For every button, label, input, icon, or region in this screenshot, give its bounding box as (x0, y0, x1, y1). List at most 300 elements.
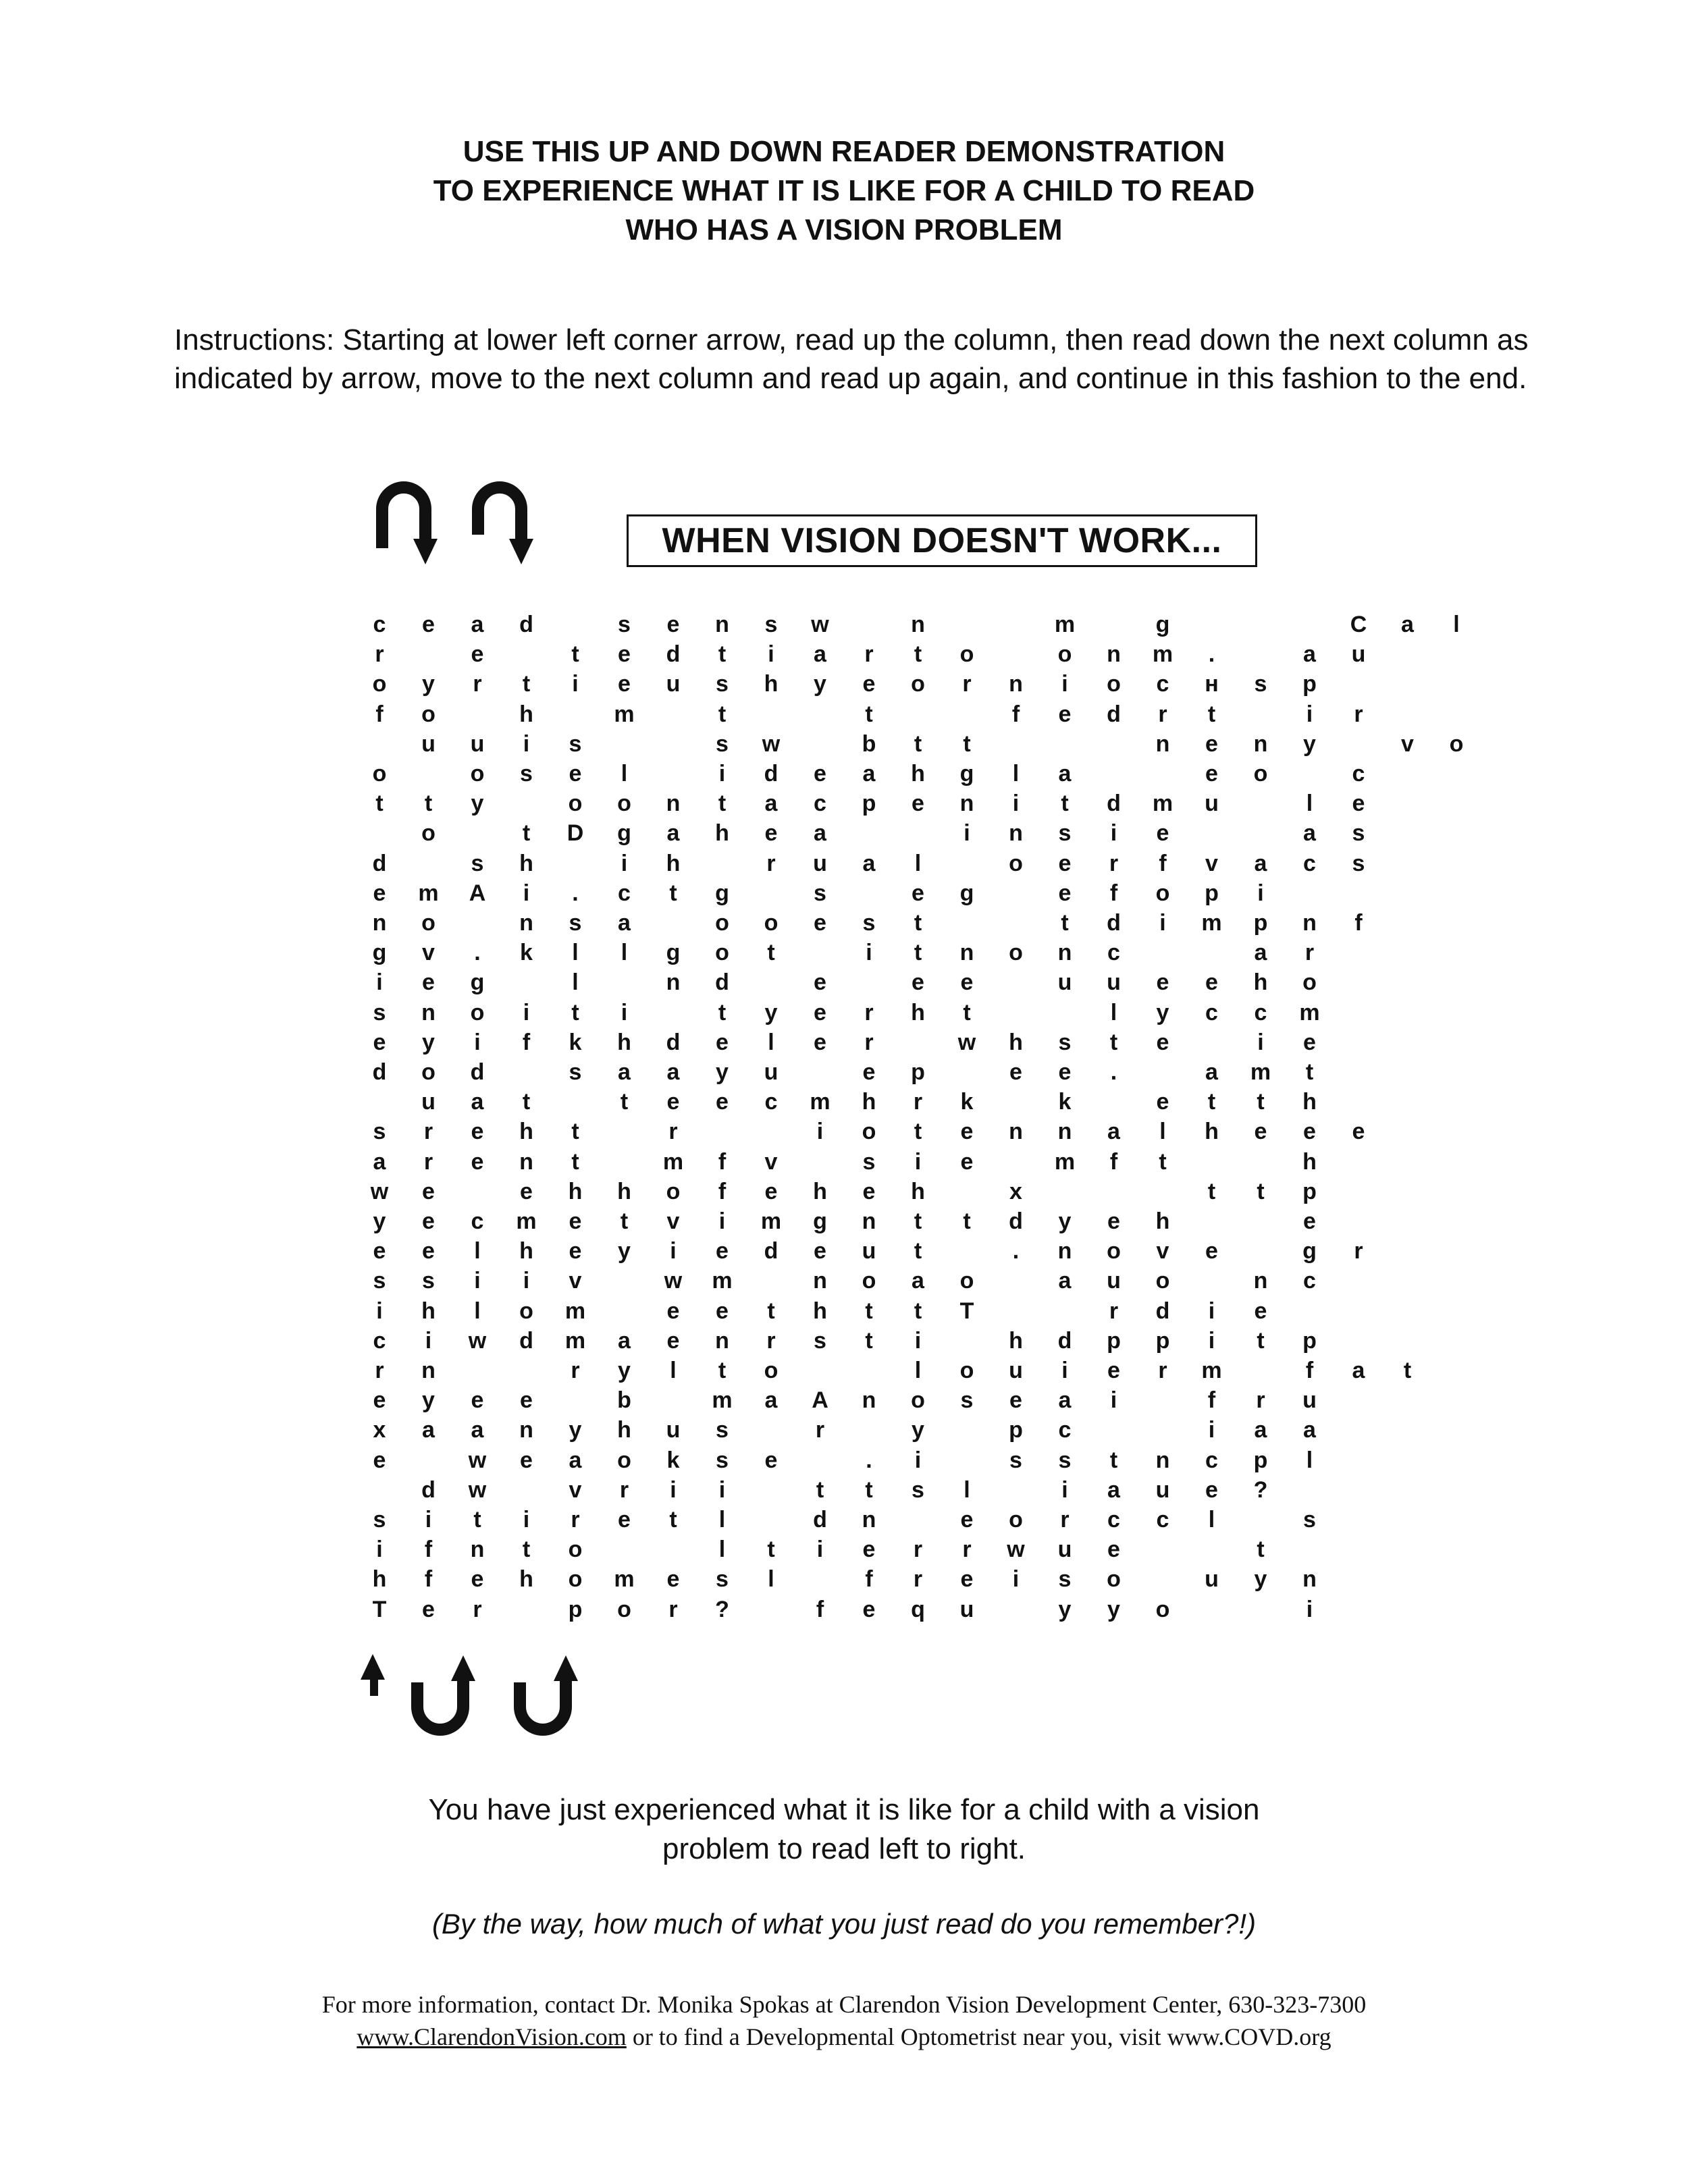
grid-letter: c (1205, 1447, 1218, 1473)
grid-letter: i (376, 1537, 383, 1563)
grid-letter: e (764, 1178, 778, 1204)
grid-letter: e (1156, 1029, 1169, 1055)
grid-letter: x (1009, 1178, 1022, 1204)
grid-letter: t (914, 641, 922, 668)
grid-letter: t (914, 730, 922, 757)
grid-letter: i (1257, 880, 1264, 906)
grid-letter: y (569, 1417, 582, 1443)
bottom-uturn-arrows-icon (358, 1653, 601, 1754)
grid-letter: n (813, 1268, 827, 1294)
grid-letter: i (670, 1238, 677, 1264)
grid-letter: r (1354, 701, 1363, 727)
grid-letter: c (764, 1089, 778, 1115)
grid-letter: e (1205, 969, 1218, 996)
grid-letter: p (1253, 910, 1268, 936)
grid-letter: h (911, 1178, 925, 1204)
grid-letter: r (473, 671, 482, 697)
grid-letter: x (373, 1417, 386, 1443)
grid-letter: e (1205, 1238, 1218, 1264)
uturn-up-arrow-icon-1 (417, 1680, 463, 1730)
grid-letter: w (811, 612, 829, 637)
grid-letter: s (716, 671, 729, 697)
grid-letter: a (569, 1447, 582, 1473)
grid-letter: i (1061, 671, 1068, 697)
grid-letter: h (764, 671, 779, 697)
grid-letter: n (1057, 940, 1072, 966)
grid-letter: m (564, 1327, 586, 1354)
grid-letter: i (1208, 1298, 1215, 1324)
grid-letter: e (912, 791, 924, 817)
grid-letter: o (862, 1119, 876, 1145)
grid-letter: q (911, 1596, 925, 1622)
grid-letter: A (812, 1387, 828, 1414)
experienced-line-1: You have just experienced what it is like for a child with a vision (428, 1793, 1260, 1826)
grid-letter: e (520, 1178, 533, 1204)
grid-letter: t (571, 1148, 579, 1175)
grid-letter: t (1403, 1358, 1412, 1383)
grid-letter: n (1057, 1238, 1072, 1264)
grid-letter: y (1058, 1208, 1072, 1234)
grid-letter: i (914, 1327, 922, 1354)
grid-letter: n (1253, 1268, 1268, 1294)
grid-letter: y (1254, 1566, 1267, 1593)
grid-letter: w (468, 1476, 487, 1503)
instructions-text: Instructions: Starting at lower left corner arrow, read up the column, then read down the next column as indicated by arrow, move to the next column and read up again, and continue in this fashion to the end. (174, 323, 1529, 395)
grid-letter: c (1254, 999, 1267, 1026)
grid-letter: v (569, 1476, 582, 1503)
grid-letter: . (1110, 1059, 1117, 1085)
grid-letter: a (1254, 940, 1267, 966)
title-line-3: WHO HAS A VISION PROBLEM (625, 213, 1063, 246)
grid-letter: n (470, 1537, 485, 1563)
grid-letter: h (813, 1298, 827, 1324)
grid-letter: e (569, 761, 582, 787)
grid-letter: l (621, 940, 628, 966)
grid-letter: o (421, 820, 436, 847)
grid-letter: i (1012, 791, 1020, 817)
grid-letter: i (425, 1507, 432, 1533)
grid-letter: e (960, 1148, 974, 1175)
grid-letter: m (712, 1268, 733, 1294)
grid-letter: a (1303, 820, 1316, 847)
grid-letter: p (1155, 1327, 1170, 1354)
grid-letter: l (1012, 761, 1020, 787)
grid-letter: f (865, 1566, 873, 1593)
grid-letter: t (767, 1537, 775, 1563)
grid-letter: i (1306, 1596, 1313, 1622)
grid-letter: i (572, 671, 579, 697)
grid-letter: f (1109, 880, 1118, 906)
grid-letter: d (372, 1059, 387, 1085)
grid-letter: h (617, 1417, 631, 1443)
grid-letter: a (1205, 1059, 1218, 1085)
grid-letter: a (1254, 850, 1267, 876)
grid-letter: d (813, 1507, 827, 1533)
grid-letter: r (962, 1537, 972, 1563)
grid-letter: r (913, 1537, 923, 1563)
grid-letter: e (862, 1596, 876, 1622)
grid-letter: u (813, 850, 827, 876)
grid-letter: o (372, 761, 387, 787)
grid-letter: r (423, 1148, 433, 1175)
grid-letter: m (1201, 910, 1222, 936)
grid-letter: p (1302, 671, 1317, 697)
grid-letter: v (1156, 1238, 1169, 1264)
grid-letter: t (1257, 1327, 1265, 1354)
grid-letter: e (912, 880, 924, 906)
grid-letter: s (1058, 820, 1072, 847)
grid-letter: o (959, 1358, 974, 1383)
grid-letter: y (764, 999, 778, 1026)
grid-letter: h (617, 1029, 631, 1055)
grid-letter: g (959, 761, 974, 787)
grid-letter: с (1156, 671, 1169, 697)
grid-letter: u (421, 1089, 436, 1115)
grid-letter: a (471, 1089, 484, 1115)
grid-letter: d (372, 850, 387, 876)
grid-letter: . (572, 880, 579, 906)
grid-letter: l (1208, 1507, 1215, 1533)
grid-letter: n (715, 1327, 729, 1354)
grid-letter: e (471, 1387, 484, 1414)
grid-letter: d (666, 641, 681, 668)
grid-letter: e (569, 1238, 582, 1264)
title-line-2: TO EXPERIENCE WHAT IT IS LIKE FOR A CHILD TO READ (433, 174, 1255, 207)
grid-letter: e (716, 1029, 729, 1055)
grid-letter: e (1303, 1208, 1316, 1234)
grid-letter: d (764, 761, 779, 787)
grid-letter: o (764, 1358, 779, 1383)
grid-letter: e (1205, 730, 1218, 757)
grid-letter: o (421, 1059, 436, 1085)
grid-letter: i (914, 1148, 922, 1175)
grid-letter: m (564, 1298, 586, 1324)
grid-letter: l (1306, 1447, 1313, 1473)
grid-letter: r (1060, 1507, 1070, 1533)
grid-letter: i (964, 820, 970, 847)
grid-letter: f (522, 1029, 531, 1055)
grid-letter: d (470, 1059, 485, 1085)
grid-letter: i (474, 1029, 481, 1055)
grid-letter: n (959, 940, 974, 966)
grid-letter: i (670, 1476, 677, 1503)
grid-letter: c (1352, 761, 1365, 787)
grid-letter: c (618, 880, 631, 906)
grid-letter: m (1054, 1148, 1076, 1175)
grid-letter: a (373, 1148, 386, 1175)
grid-letter: s (569, 1059, 582, 1085)
grid-letter: c (1107, 1507, 1120, 1533)
grid-letter: o (568, 791, 583, 817)
grid-letter: t (375, 791, 384, 817)
grid-letter: r (864, 641, 874, 668)
grid-letter: u (666, 671, 681, 697)
grid-letter: r (913, 1089, 923, 1115)
grid-letter: y (814, 671, 826, 697)
grid-letter: l (964, 1476, 970, 1503)
grid-letter: p (862, 791, 876, 817)
grid-letter: o (1155, 1268, 1170, 1294)
grid-letter: y (1058, 1596, 1072, 1622)
grid-letter: u (1107, 969, 1121, 996)
grid-letter: a (1058, 1387, 1072, 1414)
grid-letter: i (718, 1208, 726, 1234)
grid-letter: n (519, 1417, 533, 1443)
grid-letter: e (814, 999, 826, 1026)
grid-letter: o (911, 1387, 925, 1414)
grid-letter: н (1205, 671, 1219, 697)
grid-letter: v (569, 1268, 582, 1294)
grid-letter: o (1057, 641, 1072, 668)
grid-letter: e (422, 1596, 435, 1622)
grid-letter: s (716, 1566, 729, 1593)
grid-letter: e (422, 1178, 435, 1204)
grid-letter: y (716, 1059, 729, 1085)
grid-letter: s (862, 910, 876, 936)
grid-letter: i (1061, 1476, 1068, 1503)
grid-letter: n (715, 612, 729, 637)
grid-letter: l (621, 761, 628, 787)
grid-letter: h (519, 701, 533, 727)
grid-letter: h (519, 1238, 533, 1264)
grid-letter: m (1250, 1059, 1271, 1085)
grid-letter: c (373, 1327, 386, 1354)
grid-letter: h (1205, 1119, 1219, 1145)
grid-letter: o (617, 791, 631, 817)
grid-letter: s (814, 880, 826, 906)
grid-letter: v (764, 1148, 778, 1175)
grid-letter: m (662, 1148, 684, 1175)
grid-letter: e (618, 671, 631, 697)
grid-letter: i (718, 1476, 726, 1503)
grid-letter: g (813, 1208, 827, 1234)
grid-letter: s (520, 761, 533, 787)
grid-letter: m (1054, 612, 1076, 637)
grid-letter: o (715, 940, 729, 966)
grid-letter: v (666, 1208, 680, 1234)
grid-letter: m (1152, 791, 1173, 817)
grid-letter: o (1253, 761, 1268, 787)
grid-letter: n (1009, 820, 1023, 847)
grid-letter: i (816, 1119, 824, 1145)
grid-letter: y (912, 1417, 924, 1443)
grid-letter: i (1012, 1566, 1020, 1593)
grid-letter: t (1207, 1089, 1216, 1115)
grid-letter: e (666, 1566, 680, 1593)
grid-letter: m (712, 1387, 733, 1414)
grid-letter: t (1159, 1148, 1167, 1175)
remember-question: (By the way, how much of what you just read do you remember?!) (431, 1908, 1257, 1940)
grid-letter: r (1109, 850, 1119, 876)
grid-letter: e (666, 612, 680, 637)
grid-letter: t (865, 1327, 873, 1354)
grid-letter: i (474, 1268, 481, 1294)
grid-letter: e (814, 1029, 826, 1055)
grid-letter: u (764, 1059, 779, 1085)
grid-letter: v (1401, 730, 1414, 757)
grid-letter: p (1302, 1178, 1317, 1204)
grid-letter: f (1109, 1148, 1118, 1175)
grid-letter: u (1351, 641, 1366, 668)
grid-letter: l (572, 969, 579, 996)
grid-letter: t (522, 1537, 531, 1563)
grid-letter: e (1205, 1476, 1218, 1503)
grid-letter: s (1058, 1029, 1072, 1055)
grid-letter: r (1158, 701, 1167, 727)
grid-letter: h (911, 999, 925, 1026)
grid-letter: y (1107, 1596, 1120, 1622)
grid-letter: h (715, 820, 729, 847)
grid-letter: i (1208, 1417, 1215, 1443)
grid-letter: e (422, 1238, 435, 1264)
grid-letter: t (718, 1358, 727, 1383)
grid-letter: t (1109, 1447, 1118, 1473)
grid-letter: t (767, 1298, 775, 1324)
grid-letter: u (959, 1596, 974, 1622)
grid-letter: c (814, 791, 826, 817)
grid-letter: f (1159, 850, 1167, 876)
grid-letter: e (1058, 850, 1072, 876)
grid-letter: n (1009, 1119, 1023, 1145)
grid-letter: o (959, 641, 974, 668)
grid-letter: l (1159, 1119, 1166, 1145)
grid-letter: c (1156, 1507, 1169, 1533)
grid-letter: t (914, 1298, 922, 1324)
grid-letter: e (1058, 880, 1072, 906)
grid-letter: u (862, 1238, 876, 1264)
grid-letter: e (960, 1566, 974, 1593)
clarendon-vision-link[interactable]: www.ClarendonVision.com (357, 2023, 627, 2050)
grid-letter: i (1159, 910, 1166, 936)
grid-letter: w (468, 1447, 487, 1473)
grid-letter: e (422, 1208, 435, 1234)
grid-letter: s (373, 1507, 386, 1533)
grid-letter: n (911, 612, 925, 637)
grid-letter: o (1107, 1566, 1121, 1593)
grid-letter: g (959, 880, 974, 906)
grid-letter: h (1253, 969, 1268, 996)
grid-letter: i (718, 761, 726, 787)
grid-letter: e (373, 1238, 386, 1264)
grid-letter: y (1303, 730, 1316, 757)
grid-letter: d (764, 1238, 779, 1264)
grid-letter: t (718, 791, 727, 817)
title-line-1: USE THIS UP AND DOWN READER DEMONSTRATION (463, 135, 1225, 168)
grid-letter: a (764, 791, 778, 817)
grid-letter: e (716, 1238, 729, 1264)
grid-letter: c (1205, 999, 1218, 1026)
grid-letter: i (376, 969, 383, 996)
grid-letter: u (1155, 1476, 1170, 1503)
grid-letter: e (1205, 761, 1218, 787)
grid-letter: p (1205, 880, 1219, 906)
grid-letter: t (865, 1298, 873, 1324)
grid-letter: i (1208, 1327, 1215, 1354)
grid-letter: r (864, 1029, 874, 1055)
grid-letter: g (617, 820, 631, 847)
grid-letter: a (618, 1059, 631, 1085)
grid-letter: h (1302, 1148, 1317, 1175)
grid-letter: e (1352, 1119, 1365, 1145)
grid-letter: a (1303, 641, 1316, 668)
grid-letter: k (569, 1029, 582, 1055)
grid-letter: t (1061, 791, 1069, 817)
grid-letter: m (1201, 1358, 1222, 1383)
grid-letter: m (1299, 999, 1320, 1026)
grid-letter: e (471, 641, 484, 668)
grid-letter: t (767, 940, 775, 966)
grid-letter: w (468, 1327, 487, 1354)
grid-letter: o (617, 1447, 631, 1473)
grid-letter: f (718, 1148, 727, 1175)
grid-letter: e (373, 1447, 386, 1473)
grid-letter: s (1352, 850, 1365, 876)
grid-letter: n (1107, 641, 1121, 668)
grid-letter: v (422, 940, 435, 966)
grid-letter: t (1207, 701, 1216, 727)
grid-letter: o (959, 1268, 974, 1294)
grid-letter: w (762, 730, 781, 757)
grid-letter: o (1009, 940, 1023, 966)
grid-letter: c (1058, 1417, 1072, 1443)
grid-letter: e (1107, 1358, 1120, 1383)
grid-letter: i (621, 999, 628, 1026)
grid-letter: w (1007, 1537, 1025, 1563)
grid-letter: e (1107, 1537, 1120, 1563)
contact-info (0, 1988, 1688, 2053)
grid-letter: c (1303, 850, 1316, 876)
grid-letter: e (716, 1089, 729, 1115)
grid-letter: e (1303, 1029, 1316, 1055)
grid-letter: o (421, 910, 436, 936)
grid-letter: p (568, 1596, 583, 1622)
grid-letter: r (423, 1119, 433, 1145)
grid-letter: e (862, 1178, 876, 1204)
grid-letter: s (912, 1476, 924, 1503)
grid-letter: t (816, 1476, 824, 1503)
grid-letter: e (422, 612, 435, 637)
grid-letter: o (1155, 1596, 1170, 1622)
grid-letter: b (862, 730, 876, 757)
grid-letter: a (618, 1327, 631, 1354)
grid-letter: o (470, 999, 485, 1026)
grid-letter: o (568, 1566, 583, 1593)
grid-letter: y (618, 1238, 631, 1264)
grid-letter: h (421, 1298, 436, 1324)
grid-letter: e (520, 1447, 533, 1473)
grid-letter: d (519, 1327, 533, 1354)
grid-letter: a (814, 820, 826, 847)
grid-letter: h (519, 850, 533, 876)
grid-letter: n (519, 910, 533, 936)
grid-letter: g (715, 880, 729, 906)
grid-letter: e (960, 1119, 974, 1145)
grid-letter: s (373, 1268, 386, 1294)
grid-letter: r (1256, 1387, 1265, 1414)
grid-letter: t (571, 999, 579, 1026)
grid-letter: o (519, 1298, 533, 1324)
grid-letter: e (666, 1298, 680, 1324)
grid-letter: u (421, 730, 436, 757)
grid-letter: s (716, 730, 729, 757)
grid-letter: u (1302, 1387, 1317, 1414)
grid-letter: p (1253, 1447, 1268, 1473)
grid-letter: r (913, 1566, 923, 1593)
grid-letter: h (617, 1178, 631, 1204)
grid-letter: c (373, 612, 386, 637)
experienced-line-2: problem to read left to right. (662, 1832, 1026, 1865)
grid-letter: n (1155, 730, 1170, 757)
